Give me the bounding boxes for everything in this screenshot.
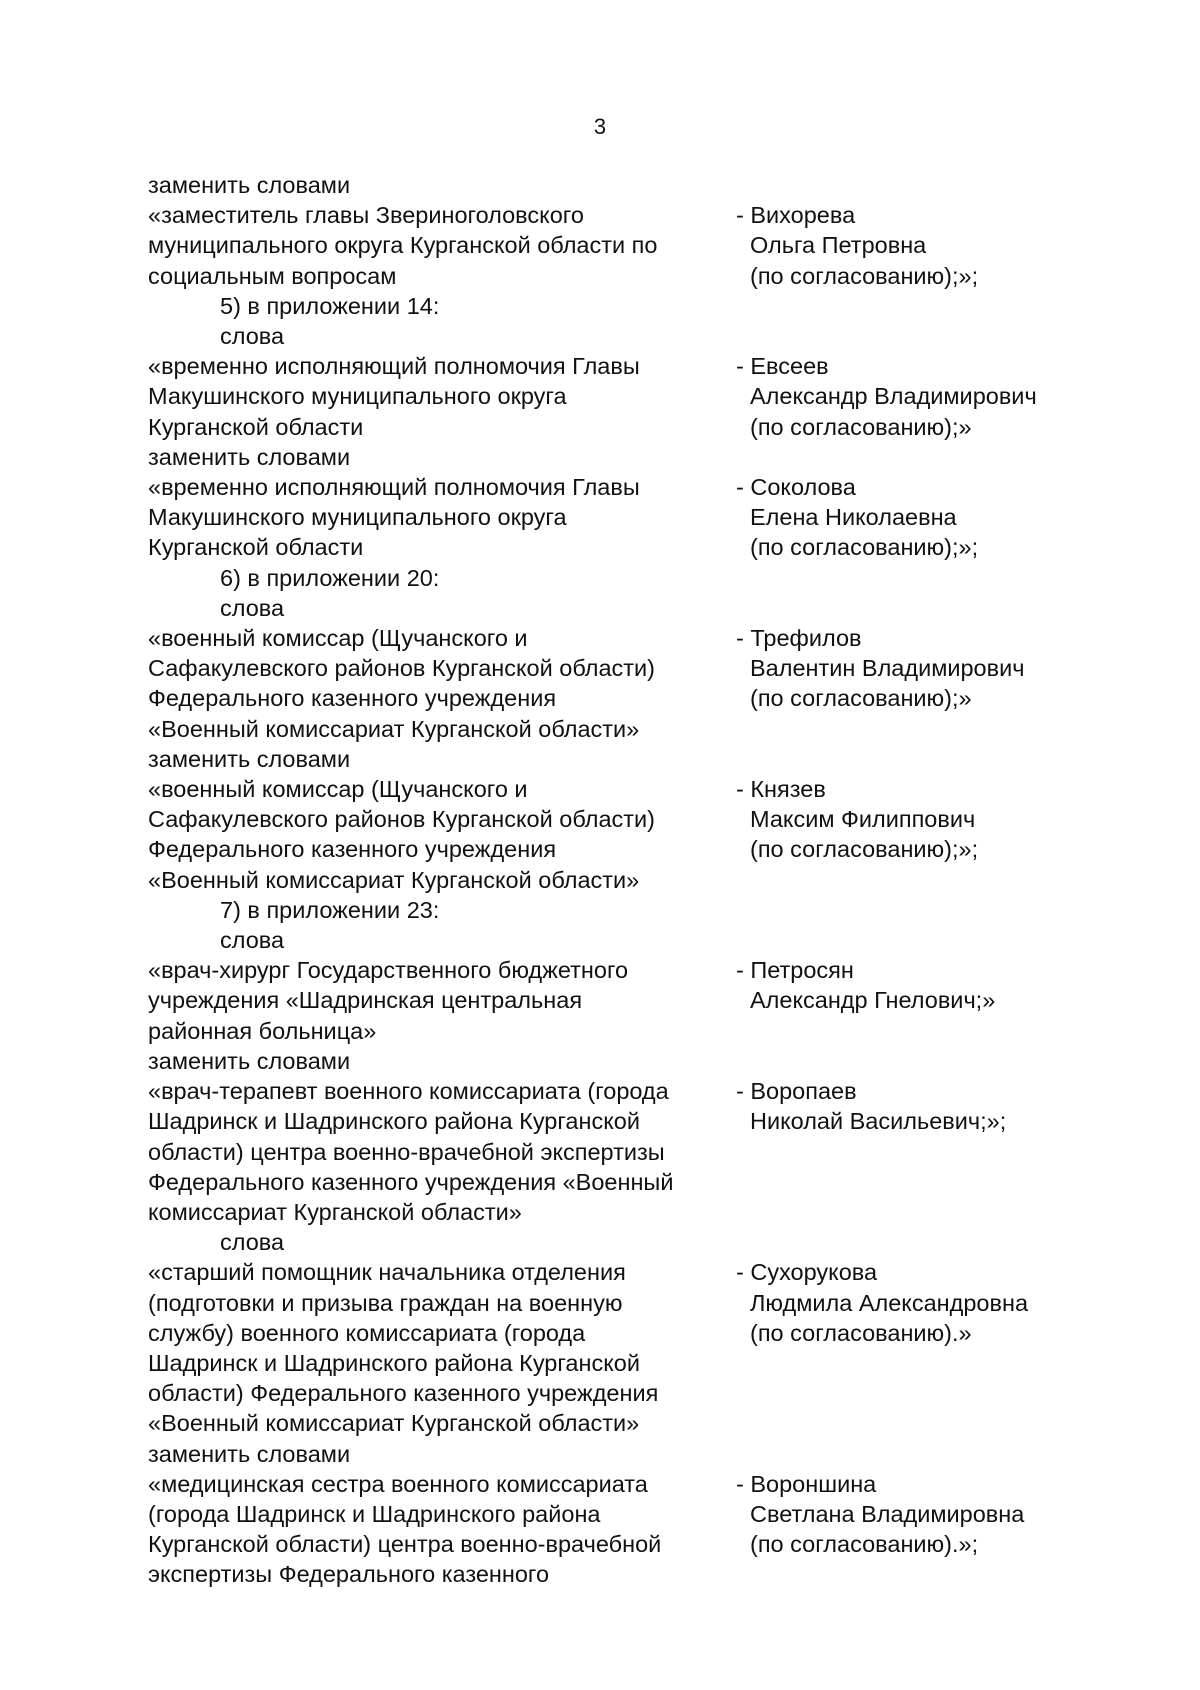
text-line: заменить словами xyxy=(148,172,351,198)
entry-row xyxy=(148,955,1148,1046)
page-number: 3 xyxy=(593,114,607,139)
position-line: Шадринск и Шадринского района Курганской xyxy=(148,1349,640,1376)
entry-row xyxy=(148,1076,1148,1227)
surname-line: - Петросян xyxy=(736,957,854,984)
surname-line: - Трефилов xyxy=(736,625,862,652)
entry-row xyxy=(148,200,1148,291)
position-line: «военный комиссар (Щучанского и xyxy=(148,776,528,803)
surname-line: - Князев xyxy=(736,776,826,803)
name-detail-line: Александр Владимирович xyxy=(750,383,1037,410)
position-line: Макушинского муниципального округа xyxy=(148,504,567,531)
name-detail-line: Максим Филиппович xyxy=(750,806,976,833)
position-line: «Военный комиссариат Курганской области» xyxy=(148,866,640,893)
position-line: «Военный комиссариат Курганской области» xyxy=(148,715,640,742)
surname-line: - Воропаев xyxy=(736,1078,857,1105)
text-line: заменить словами xyxy=(148,745,351,772)
entry-row xyxy=(148,623,1148,744)
text-line: заменить словами xyxy=(148,1047,351,1074)
position-title xyxy=(148,955,728,1046)
position-line: Федерального казенного учреждения xyxy=(148,685,557,712)
person-name xyxy=(728,1076,1148,1136)
position-line: области) центра военно-врачебной экспертизы xyxy=(148,1138,665,1165)
text-line: слова xyxy=(220,1229,285,1256)
position-title xyxy=(148,200,728,291)
person-name xyxy=(728,623,1148,714)
position-title xyxy=(148,623,728,744)
document-body xyxy=(148,170,1148,1590)
position-line: Сафакулевского районов Курганской области) xyxy=(148,806,655,833)
text-line: 7) в приложении 23: xyxy=(220,896,440,923)
text-line: заменить словами xyxy=(148,443,351,470)
position-line: «военный комиссар (Щучанского и xyxy=(148,625,528,652)
text-line: слова xyxy=(220,323,285,350)
position-line: (города Шадринск и Шадринского района xyxy=(148,1500,601,1527)
surname-line: - Евсеев xyxy=(736,353,829,380)
person-name xyxy=(728,955,1148,1015)
position-line: районная больница» xyxy=(148,1017,377,1044)
position-line: Шадринск и Шадринского района Курганской xyxy=(148,1108,640,1135)
entry-row xyxy=(148,774,1148,895)
position-line: Сафакулевского районов Курганской области) xyxy=(148,655,655,682)
position-line: Федерального казенного учреждения xyxy=(148,836,557,863)
text-line: 6) в приложении 20: xyxy=(220,564,440,591)
person-name xyxy=(728,200,1148,291)
name-detail-line: Светлана Владимировна xyxy=(750,1500,1025,1527)
position-title xyxy=(148,351,728,442)
position-title xyxy=(148,1076,728,1227)
name-detail-line: Елена Николаевна xyxy=(750,504,957,531)
person-name xyxy=(728,1469,1148,1560)
position-line: области) Федерального казенного учреждения xyxy=(148,1380,659,1407)
entry-row xyxy=(148,351,1148,442)
name-detail-line: Александр Гнелович;» xyxy=(750,987,996,1014)
position-line: Макушинского муниципального округа xyxy=(148,383,567,410)
name-detail-line: (по согласованию);» xyxy=(750,413,972,440)
position-line: «старший помощник начальника отделения xyxy=(148,1259,626,1286)
position-line: экспертизы Федерального казенного xyxy=(148,1561,550,1588)
position-line: Курганской области xyxy=(148,413,364,440)
person-name xyxy=(728,1257,1148,1348)
person-name xyxy=(728,472,1148,563)
entry-row xyxy=(148,472,1148,563)
name-detail-line: Валентин Владимирович xyxy=(750,655,1025,682)
position-line: (подготовки и призыва граждан на военную xyxy=(148,1289,623,1316)
position-line: «Военный комиссариат Курганской области» xyxy=(148,1410,640,1437)
name-detail-line: Николай Васильевич;»; xyxy=(750,1108,1007,1135)
position-line: «врач-терапевт военного комиссариата (города xyxy=(148,1078,669,1105)
position-line: муниципального округа Курганской области по xyxy=(148,232,658,259)
surname-line: - Соколова xyxy=(736,474,856,501)
position-line: «временно исполняющий полномочия Главы xyxy=(148,353,640,380)
name-detail-line: (по согласованию);» xyxy=(750,685,972,712)
position-line: «врач-хирург Государственного бюджетного xyxy=(148,957,629,984)
position-title xyxy=(148,1469,728,1590)
text-line: заменить словами xyxy=(148,1440,351,1467)
person-name xyxy=(728,351,1148,442)
position-line: Курганской области) центра военно-врачебной xyxy=(148,1531,662,1558)
position-title xyxy=(148,774,728,895)
position-title xyxy=(148,1257,728,1438)
position-line: «медицинская сестра военного комиссариата xyxy=(148,1470,648,1497)
name-detail-line: Людмила Александровна xyxy=(750,1289,1029,1316)
entry-row xyxy=(148,1257,1148,1438)
name-detail-line: Ольга Петровна xyxy=(750,232,927,259)
position-line: Курганской области xyxy=(148,534,364,561)
name-detail-line: (по согласованию);»; xyxy=(750,534,979,561)
position-line: социальным вопросам xyxy=(148,262,397,289)
name-detail-line: (по согласованию);»; xyxy=(750,836,979,863)
entry-row xyxy=(148,1469,1148,1590)
name-detail-line: (по согласованию).» xyxy=(750,1319,972,1346)
position-line: Федерального казенного учреждения «Военный xyxy=(148,1168,674,1195)
name-detail-line: (по согласованию).»; xyxy=(750,1531,979,1558)
text-line: слова xyxy=(220,927,285,954)
surname-line: - Сухорукова xyxy=(736,1259,878,1286)
position-line: комиссариат Курганской области» xyxy=(148,1198,522,1225)
surname-line: - Вороншина xyxy=(736,1470,877,1497)
position-line: «заместитель главы Звериноголовского xyxy=(148,202,584,229)
position-title xyxy=(148,472,728,563)
text-line: 5) в приложении 14: xyxy=(220,292,440,319)
position-line: службу) военного комиссариата (города xyxy=(148,1319,586,1346)
surname-line: - Вихорева xyxy=(736,202,856,229)
person-name xyxy=(728,774,1148,865)
position-line: «временно исполняющий полномочия Главы xyxy=(148,474,640,501)
position-line: учреждения «Шадринская центральная xyxy=(148,987,583,1014)
name-detail-line: (по согласованию);»; xyxy=(750,262,979,289)
text-line: слова xyxy=(220,594,285,621)
